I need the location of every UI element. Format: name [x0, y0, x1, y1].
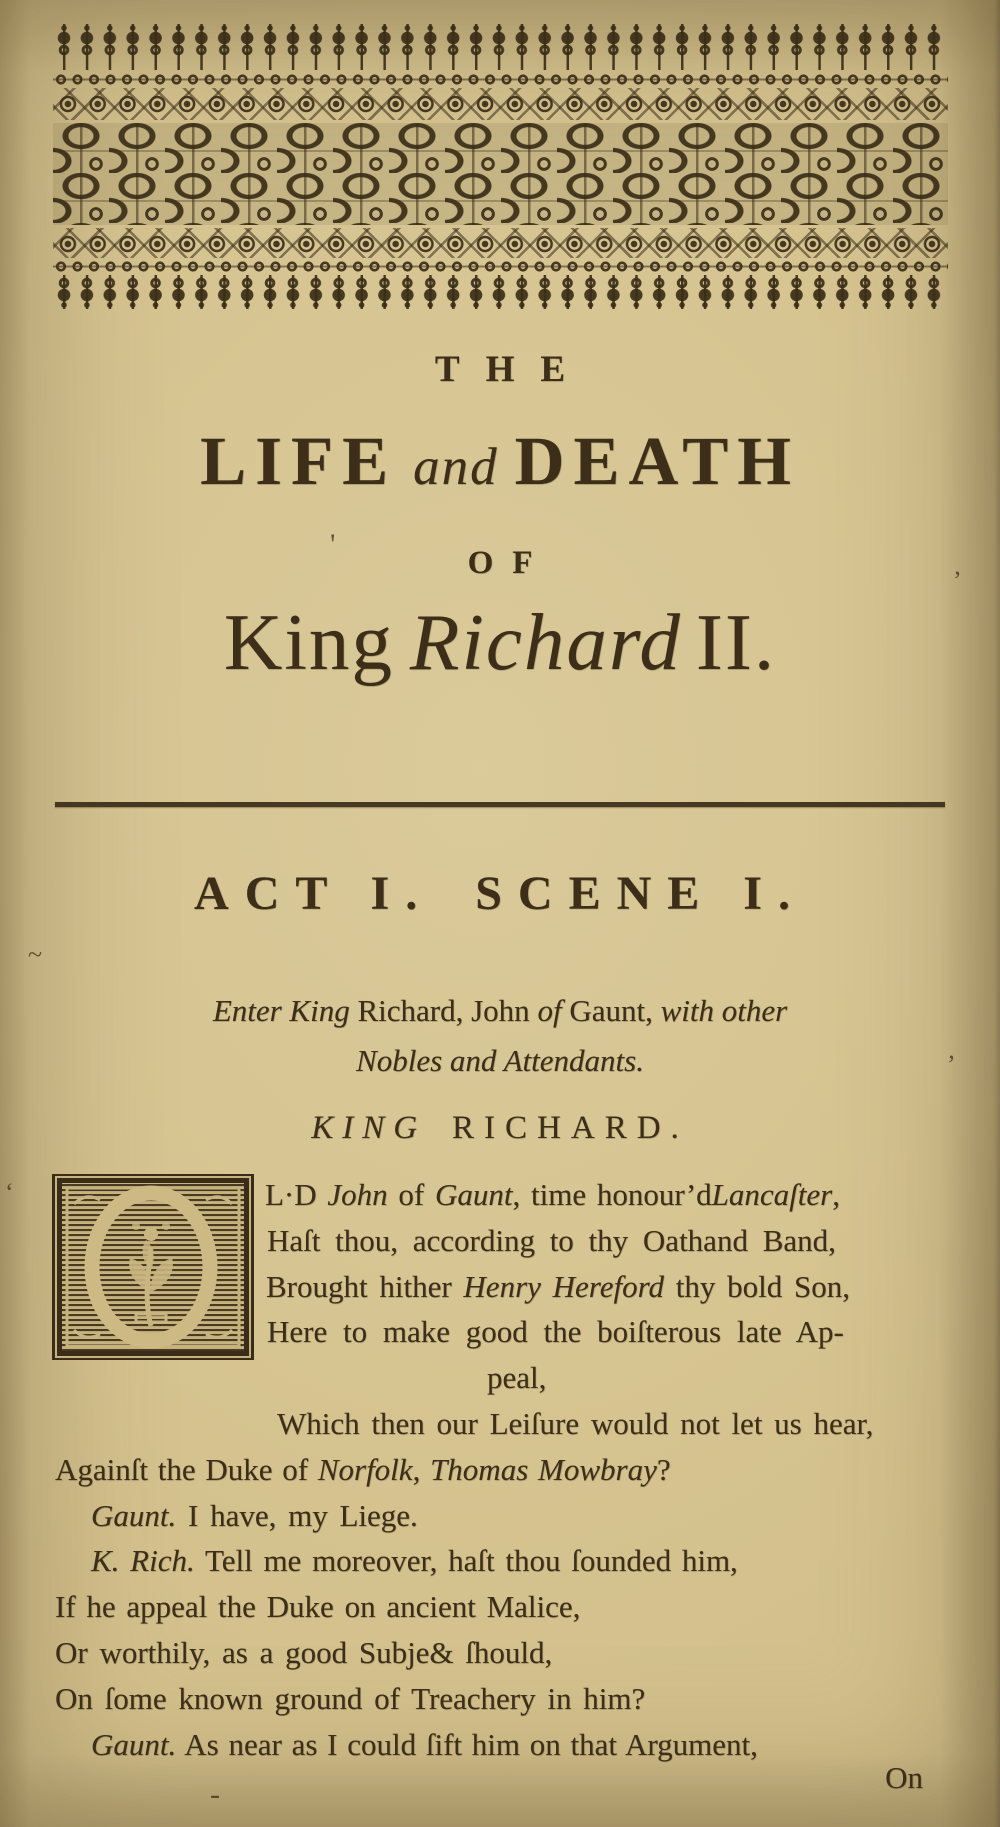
title-numeral: II. — [695, 597, 777, 687]
text-line — [55, 1630, 955, 1676]
ornamental-headpiece — [53, 24, 948, 309]
speech-text — [55, 1172, 955, 1822]
title-death: DEATH — [514, 423, 800, 499]
act-label: ACT I. — [194, 867, 434, 920]
stage-direction-line — [0, 986, 1000, 1036]
text-line — [487, 1355, 955, 1401]
italic-text: Gaunt — [435, 1177, 513, 1212]
text-line — [91, 1538, 955, 1584]
roman-text: , — [412, 1451, 431, 1487]
text-line — [91, 1493, 955, 1539]
roman-text: Richard, John — [357, 993, 538, 1028]
ornament-scroll-bottom — [53, 260, 948, 273]
roman-text: As near as I could ſift him on that Argument, — [176, 1726, 758, 1762]
roman-text: L·D — [265, 1177, 328, 1212]
title-king-richard — [0, 596, 1000, 689]
title-of: OF — [467, 545, 552, 581]
roman-text: On ſome known ground of Treachery in him? — [55, 1680, 646, 1716]
title-and: and — [413, 438, 499, 496]
italic-text: Gaunt. — [91, 1497, 177, 1533]
stage-direction — [0, 986, 1000, 1086]
stray-mark: - — [210, 1778, 220, 1811]
roman-text: Or worthily, as a good Subje& ſhould, — [55, 1634, 553, 1670]
drop-cap-woodcut-O — [52, 1174, 254, 1360]
text-line — [91, 1722, 955, 1768]
roman-text: I have, my Liege. — [176, 1497, 418, 1533]
title-life: LIFE — [200, 423, 398, 499]
text-line — [55, 1447, 955, 1493]
ornament-rosettes-bottom — [53, 228, 948, 258]
roman-text: If he appeal the Duke on ancient Malice, — [55, 1589, 581, 1625]
ornament-finials-bottom — [53, 275, 948, 309]
act-scene-heading — [0, 866, 1000, 921]
roman-text: Tell me moreover, haſt thou ſounded him, — [194, 1543, 738, 1579]
ornament-scroll-top — [53, 73, 948, 86]
stray-mark: ‘ — [5, 1178, 14, 1207]
stray-mark: ’ — [947, 1050, 956, 1079]
ornament-floral-frieze — [53, 123, 948, 225]
text-line — [277, 1401, 955, 1447]
roman-text: , — [832, 1177, 840, 1212]
title-king-word: King — [223, 597, 394, 687]
text-line — [267, 1309, 955, 1355]
italic-text: Enter King — [212, 993, 358, 1028]
roman-text: peal, — [487, 1360, 547, 1396]
horizontal-rule — [55, 802, 945, 807]
stray-mark: ~ — [28, 940, 43, 969]
roman-text: Gaunt, — [569, 993, 661, 1028]
italic-text: of — [537, 993, 570, 1028]
roman-text: Brought hither — [266, 1268, 464, 1304]
italic-text: John — [327, 1177, 388, 1212]
roman-text: thy bold Son, — [664, 1268, 850, 1304]
speaker-king: KING — [311, 1110, 427, 1146]
text-line — [267, 1218, 955, 1264]
text-line — [266, 1264, 955, 1310]
speech-heading — [0, 1110, 1000, 1147]
italic-text: K. Rich. — [91, 1543, 195, 1579]
italic-text: with other — [660, 993, 788, 1028]
italic-text: Henry Hereford — [463, 1268, 664, 1304]
roman-text: ? — [656, 1451, 671, 1487]
title-the: THE — [434, 349, 592, 390]
speaker-richard: RICHARD. — [452, 1110, 689, 1146]
roman-text: Haſt thou, according to thy Oathand Band, — [267, 1222, 836, 1258]
roman-text: Againſt the Duke of — [55, 1451, 318, 1487]
text-line — [265, 1172, 955, 1218]
title-richard-word: Richard — [409, 597, 682, 687]
ornament-finials-top — [53, 24, 948, 70]
stray-mark: ’ — [953, 566, 962, 595]
roman-text: , time honour’d — [512, 1177, 712, 1212]
roman-text: Which then our Leiſure would not let us hear, — [277, 1405, 874, 1441]
roman-text: of — [387, 1177, 435, 1212]
title-life-and-death — [0, 422, 1000, 501]
catchword: On — [885, 1760, 923, 1795]
italic-text: Norfolk — [317, 1451, 413, 1487]
text-line — [55, 1584, 955, 1630]
text-line — [55, 1676, 955, 1722]
italic-text: Lancaſter — [711, 1177, 833, 1212]
ornament-rosettes-top — [53, 88, 948, 120]
stage-direction-line — [0, 1036, 1000, 1086]
roman-text: Here to make good the boiſterous late Ap- — [267, 1314, 844, 1350]
italic-text: Gaunt. — [91, 1726, 177, 1762]
stray-mark: ' — [330, 528, 336, 561]
italic-text: Thomas Mowbray — [430, 1451, 657, 1487]
scene-label: SCENE I. — [475, 867, 806, 920]
italic-text: Nobles and Attendants. — [356, 1043, 644, 1078]
